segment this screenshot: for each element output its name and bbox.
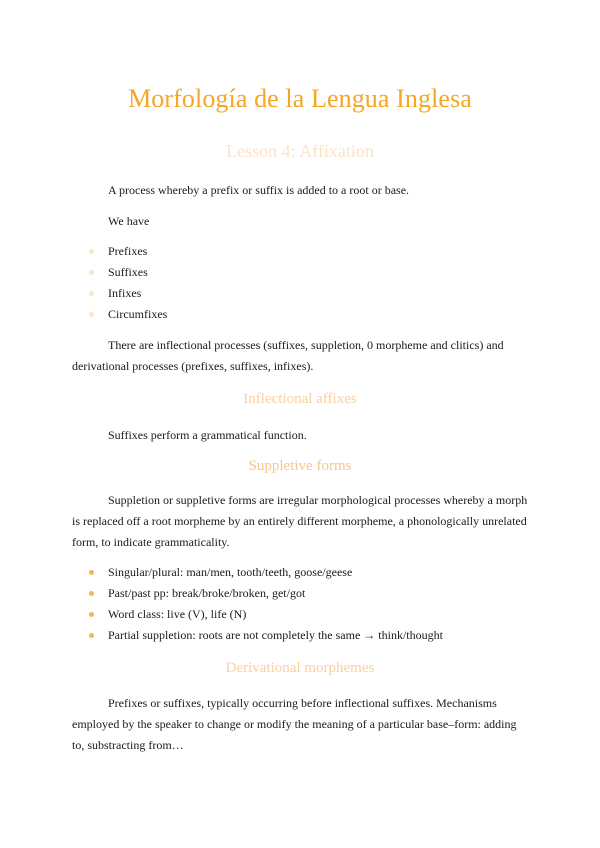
bullet-icon bbox=[89, 291, 94, 296]
list-item: Prefixes bbox=[72, 241, 528, 262]
bullet-icon bbox=[89, 312, 94, 317]
list-item: Circumfixes bbox=[72, 304, 528, 325]
lesson-subtitle: Lesson 4: Affixation bbox=[226, 141, 374, 161]
list-item: Singular/plural: man/men, tooth/teeth, goose/geese bbox=[72, 562, 528, 583]
bullet-icon bbox=[89, 570, 94, 575]
list-item: Infixes bbox=[72, 283, 528, 304]
processes-paragraph: There are inflectional processes (suffixes, suppletion, 0 morpheme and clitics) and derivational processes (prefixes, suffixes, infixes). bbox=[72, 338, 504, 373]
inflectional-affixes-heading: Inflectional affixes bbox=[243, 391, 357, 407]
suppletion-example-list bbox=[72, 562, 528, 646]
definition-paragraph: A process whereby a prefix or suffix is added to a root or base. bbox=[108, 183, 410, 197]
list-item: Word class: live (V), life (N) bbox=[72, 604, 528, 625]
bullet-icon bbox=[89, 591, 94, 596]
bullet-icon bbox=[89, 249, 94, 254]
inflectional-paragraph: Suffixes perform a grammatical function. bbox=[108, 428, 307, 442]
derivational-paragraph: Prefixes or suffixes, typically occurring before inflectional suffixes. Mechanisms employed by the speaker to change or modify the meaning of a particular base–form: adding to, substracting from… bbox=[72, 696, 517, 752]
bullet-icon bbox=[89, 270, 94, 275]
suppletive-forms-heading: Suppletive forms bbox=[248, 458, 352, 474]
list-item: Past/past pp: break/broke/broken, get/got bbox=[72, 583, 528, 604]
derivational-morphemes-heading: Derivational morphemes bbox=[225, 660, 375, 676]
list-item: Suffixes bbox=[72, 262, 528, 283]
affix-type-list bbox=[72, 241, 528, 325]
document-title: Morfología de la Lengua Inglesa bbox=[128, 84, 472, 113]
list-item: Partial suppletion: roots are not completely the same → think/thought bbox=[72, 625, 528, 646]
we-have-text: We have bbox=[108, 214, 150, 228]
bullet-icon bbox=[89, 612, 94, 617]
suppletive-paragraph: Suppletion or suppletive forms are irregular morphological processes whereby a morph is replaced off a root morpheme by an entirely different morpheme, a phonologically unrelated form, to indicate grammaticality. bbox=[72, 493, 528, 549]
bullet-icon bbox=[89, 633, 94, 638]
